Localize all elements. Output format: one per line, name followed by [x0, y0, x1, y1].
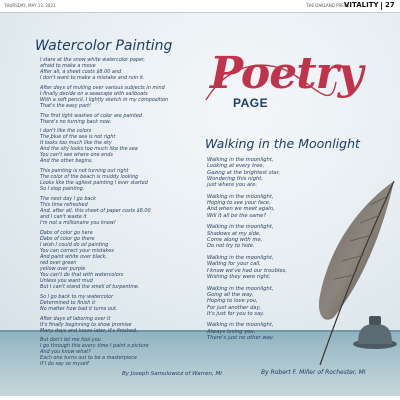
- poem-line: For just another day,: [207, 304, 261, 311]
- right-poem-title: Walking in the Moonlight: [205, 136, 360, 151]
- poem-line: And the sky looks too much like the sea: [40, 146, 138, 153]
- poem-stanza: [40, 113, 200, 125]
- masthead-date: THURSDAY, MAY 13, 2021: [4, 3, 56, 8]
- poem-line: And, after all, this sheet of paper costs $8.00: [40, 208, 151, 214]
- poem-line: I stare at the snow white watercolor paper,: [40, 57, 146, 63]
- poem-line: There's just no other way.: [207, 335, 275, 342]
- poem-line: It's just for you to say.: [207, 310, 265, 317]
- poem-line: And you know what?: [40, 349, 91, 356]
- right-poem-byline: By Robert F. Miller of Rochester, MI: [261, 369, 366, 376]
- poem-line: So I stop painting.: [40, 186, 85, 193]
- poem-stanza: [40, 230, 200, 290]
- poem-line: Wishing they were right.: [207, 273, 271, 280]
- poem-line: Each one turns out to be a masterpiece: [40, 355, 137, 362]
- poem-line: And the other begins.: [40, 158, 94, 165]
- left-poem-byline: By Joseph Samulowicz of Warren, MI: [122, 371, 222, 377]
- poem-stanza: [40, 337, 200, 367]
- masthead-divider: [381, 2, 382, 10]
- poem-line: Walking in the moonlight,: [207, 224, 274, 231]
- poem-line: The first light washes of color are painted: [40, 112, 143, 119]
- poem-line: You can correct your mistakes: [40, 247, 114, 254]
- poem-line: After days of laboring over it: [40, 315, 111, 322]
- poem-line: Hoping to love you,: [207, 298, 258, 305]
- poem-line: Determined to finish it: [40, 299, 96, 306]
- poem-line: Going all the way,: [207, 291, 254, 298]
- poem-line: I don't like the colors: [40, 128, 92, 135]
- poem-line: With a soft pencil, I lightly sketch in my composition: [40, 96, 169, 103]
- masthead-page-number: 27: [385, 1, 395, 9]
- poem-line: yellow over purple: [40, 266, 86, 273]
- poem-stanza: [40, 196, 200, 226]
- poem-line: Many days and hours later, it's finished.: [40, 327, 138, 334]
- inkwell-icon: [350, 300, 400, 350]
- page-heading: PAGE: [233, 96, 269, 110]
- poem-line: After all, a sheet costs $8.00 and: [40, 69, 122, 76]
- poem-line: This time refreshed: [40, 201, 88, 208]
- poem-line: No matter how bad it turns out.: [40, 305, 118, 312]
- poem-line: Gazing at the brightest star,: [207, 169, 280, 176]
- poem-line: Come along with me,: [207, 237, 263, 244]
- poem-line: I go through this every time I paint a picture: [40, 343, 149, 350]
- poem-line: But don't let me fool you: [40, 337, 101, 344]
- left-poem-body: [40, 57, 200, 371]
- poem-line: Looks like the ugliest painting I ever started: [40, 180, 148, 187]
- poem-line: If I do say so myself: [40, 361, 89, 368]
- poem-stanza: [40, 294, 200, 312]
- poem-line: Walking in the moonlight,: [207, 285, 274, 292]
- poem-stanza: [40, 316, 200, 334]
- poem-line: But I can't stand the smell of turpentine.: [40, 284, 140, 291]
- poem-line: There's no turning back now.: [40, 118, 111, 125]
- poem-line: The blue of the sea is not right: [40, 134, 116, 141]
- poem-line: I'm not a millionaire you know!: [40, 220, 116, 227]
- poem-line: just where you are.: [207, 182, 258, 189]
- poem-line: I don't want to make a mistake and ruin it.: [40, 75, 145, 82]
- poem-line: This painting is not turning out right: [40, 168, 129, 175]
- poem-line: Walking in the moonlight,: [207, 157, 274, 163]
- poem-line: Always loving you,: [207, 328, 256, 335]
- poem-line: Waiting for your call,: [207, 261, 261, 268]
- poem-line: Do not try to hide.: [207, 243, 255, 250]
- poem-line: Dabs of color go there: [40, 235, 95, 242]
- poem-line: Walking in the moonlight,: [207, 193, 274, 200]
- poem-stanza: [40, 168, 200, 192]
- poem-line: Walking in the moonlight,: [207, 255, 274, 262]
- poem-line: You can't do that with watercolors: [40, 272, 124, 279]
- poem-stanza: [40, 85, 200, 109]
- poem-line: I know we've had our troubles,: [207, 267, 287, 274]
- page-bottom-margin: [0, 396, 400, 400]
- poem-line: So I go back to my watercolor: [40, 293, 114, 300]
- poem-line: Hoping to see your face,: [207, 200, 271, 207]
- poem-line: I finally decide on a seascape with sailboats: [40, 90, 148, 97]
- poem-line: You can't see where one ends: [40, 152, 113, 159]
- poem-stanza: [40, 128, 200, 164]
- poem-line: The color of the beach is muddy looking: [40, 174, 139, 181]
- poem-line: It's finally beginning to show promise: [40, 321, 132, 328]
- poem-line: I wish I could do oil painting: [40, 241, 109, 248]
- poem-line: And paint white over black,: [40, 253, 108, 260]
- masthead: [0, 0, 400, 13]
- masthead-section: VITALITY: [344, 1, 379, 9]
- poem-line: That's the easy part!: [40, 102, 92, 109]
- poem-line: afraid to make a move: [40, 63, 96, 70]
- poem-line: and I can't waste it: [40, 214, 87, 221]
- poem-stanza: [40, 57, 200, 81]
- poem-line: It looks too much like the sky: [40, 140, 112, 147]
- poem-line: After days of mulling over various subjects in mind: [40, 84, 165, 91]
- poem-line: And when we meet again,: [207, 206, 275, 213]
- left-poem-title: Watercolor Painting: [35, 38, 173, 54]
- poem-line: red over green: [40, 259, 77, 266]
- poem-line: The next day I go back: [40, 195, 96, 202]
- poetry-heading: Poetry: [210, 48, 363, 99]
- masthead-paper-name: THE OAKLAND PRESS: [306, 3, 349, 8]
- poem-line: Walking in the moonlight,: [207, 322, 274, 329]
- poem-line: Will it all be the same?: [207, 212, 267, 219]
- poem-line: Dabs of color go here: [40, 229, 93, 236]
- poem-line: Unless you want mud: [40, 278, 93, 285]
- poem-line: Shadows at my side,: [207, 230, 261, 237]
- poem-line: Looking at every tree,: [207, 163, 265, 170]
- poem-line: Wondering this night,: [207, 175, 263, 182]
